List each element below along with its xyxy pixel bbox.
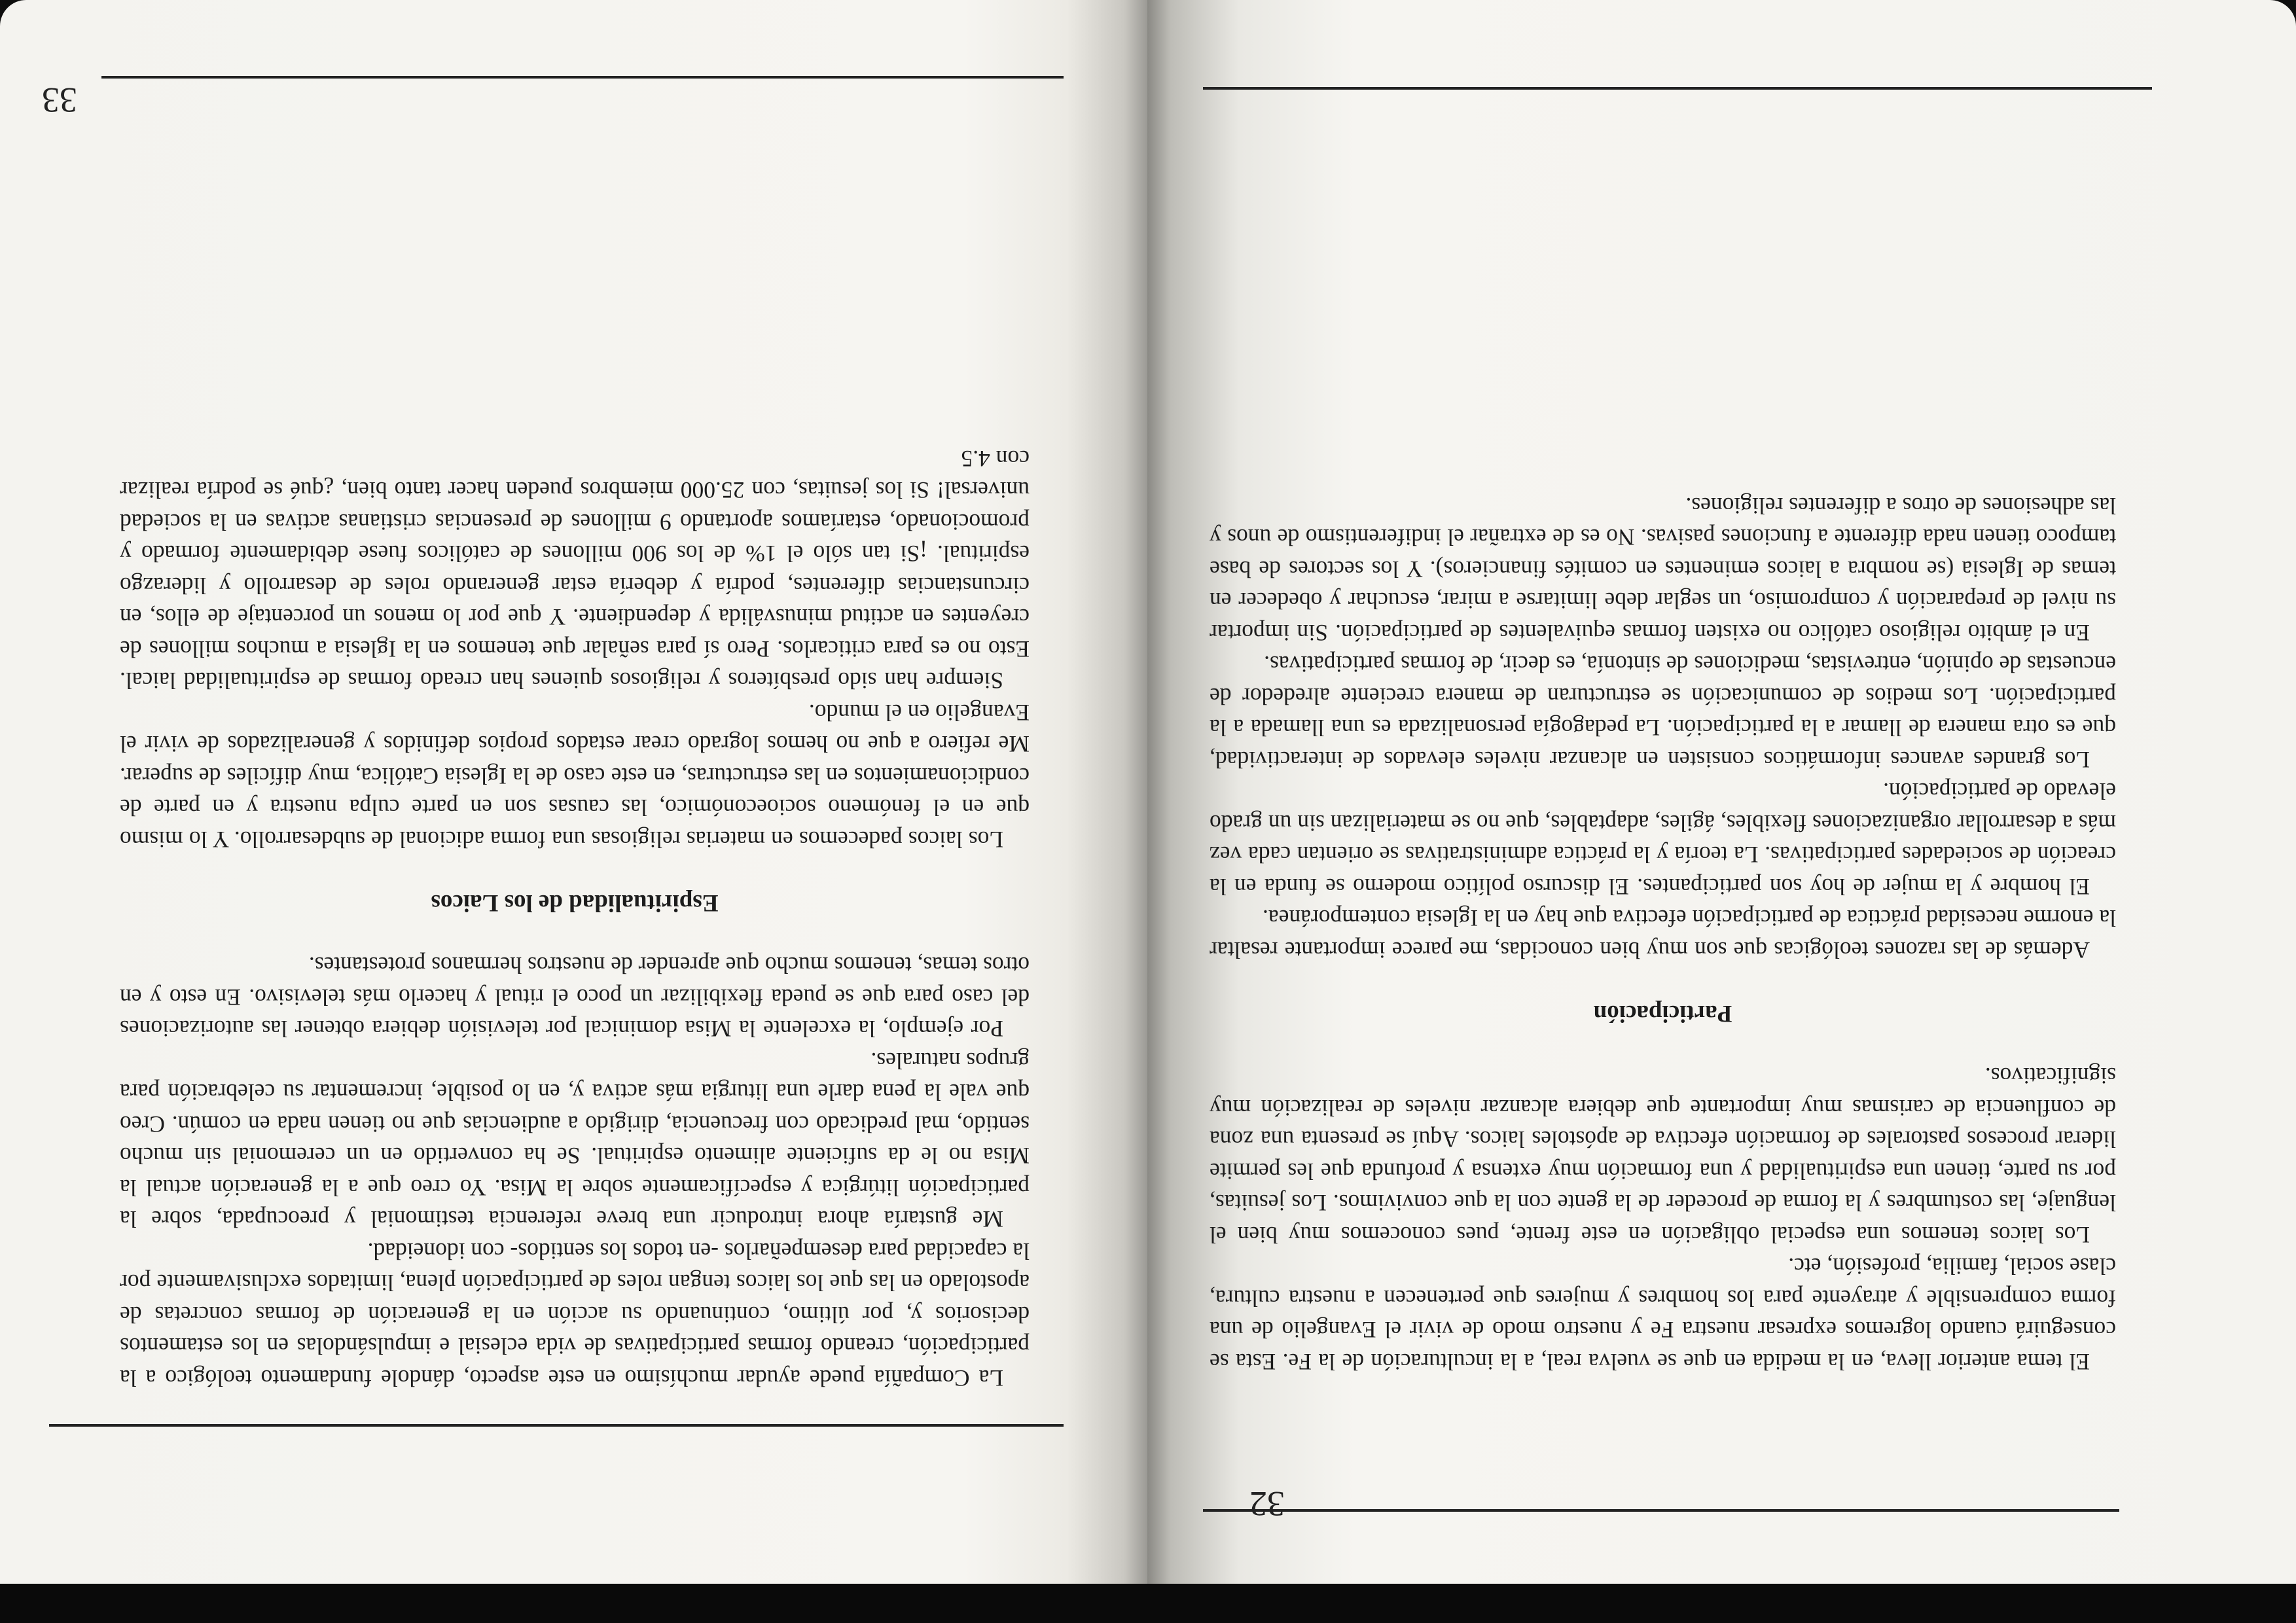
paragraph: Siempre han sido presbíteros y religiosos quienes han creado formas de espiritualidad laical. Esto no es para criticarlos. Pero sí para señalar que tenemos en la Iglesia a muchos millones de creyentes en actitud minusválida y dependiente. Y que por lo menos un porcentaje de ellos, en circunstancias diferentes, podría y debería estar generando roles de desarrollo y liderazgo espiritual. ¡Si tan sólo el 1% de los 900 millones de católicos fuese debidamente formado y promocionado, estaríamos aportando 9 millones de presencias cristianas activas en la sociedad universal! Si los jesuitas, con 25.000 miembros pueden hacer tanto bien, ¿qué se podría realizar con 4.5 — [120, 446, 1030, 694]
section-heading: Espiritualidad de los Laicos — [431, 889, 719, 916]
page-number: 32 — [1249, 1484, 1285, 1524]
paragraph: Los grandes avances informáticos consisten en alcanzar niveles elevados de interactividad, que es otra manera de llamar a la participación. La pedagogía personalizada es una llamada a la participación. Los medios de comunicación se estructuran de manera creciente alrededor de encuestas de opinión, entrevistas, mediciones de sintonía, es decir, de formas participativas. — [1210, 651, 2116, 773]
header-rule-bottom — [101, 76, 1064, 79]
book-page-32 — [1147, 0, 2296, 1584]
section-heading: Participación — [1593, 1000, 1732, 1027]
page-33-text — [120, 443, 1030, 1395]
paragraph: En el ámbito religioso católico no existen formas equivalentes de participación. Sin importar su nivel de preparación y compromiso, un seglar debe limitarse a mirar, escuchar y obedecer en temas de Iglesia (se nombra a laicos eminentes en comités financieros). Y los sectores de base tampoco tienen nada diferente a funciones pasivas. No es de extrañar el indiferentismo de unos y las adhesiones de otros a diferentes religiones. — [1210, 493, 2116, 646]
paragraph: Los laicos tenemos una especial obligación en este frente, pues conocemos muy bien el lenguaje, las costumbres y la forma de proceder de la gente con la que convivimos. Los jesuitas, por su parte, tienen una espiritualidad y una formación muy extensa y profunda que les permite liderar procesos pastorales de formación efectiva de apóstoles laicos. Aquí se presenta una zona de confluencia de carismas muy importante que debiera alcanzar niveles de realización muy significativos. — [1210, 1063, 2116, 1248]
paragraph: El hombre y la mujer de hoy son participantes. El discurso político moderno se funda en la creación de sociedades participativas. La teoría y la práctica administrativas se orientan cada vez más a desarrollar organizaciones flexibles, ágiles, adaptables, que no se materializan sin un grado elevado de participación. — [1210, 778, 2116, 900]
page-number: 33 — [42, 80, 77, 120]
paragraph: Por ejemplo, la excelente la Misa dominical por televisión debiera obtener las autorizaciones del caso para que se pueda flexibilizar un poco el ritual y hacerlo más televisivo. En esto y en otros temas, tenemos mucho que aprender de nuestros hermanos protestantes. — [120, 952, 1030, 1043]
book-page-33 — [0, 0, 1147, 1584]
page-32-text — [1210, 490, 2116, 1378]
paragraph: Me gustaría ahora introducir una breve referencia testimonial y preocupada, sobre la participación litúrgica y específicamente sobre la Misa. Yo creo que a la generación actual la Misa no le da suficiente alimento espiritual. Se ha convertido en un ceremonial sin mucho sentido, mal predicado con frecuencia, dirigido a audiencias que no tienen nada en común. Creo que vale la pena darle una liturgia más activa y, en lo posible, incrementar su celebración para grupos naturales. — [120, 1048, 1030, 1233]
paragraph: Los laicos padecemos en materias religiosas una forma adicional de subdesarrollo. Y lo mismo que en el fenómeno socioeconómico, las causas son en parte culpa nuestra y en parte de condicionamientos en las estructuras, en este caso de la Iglesia Católica, muy difíciles de superar. Me refiero a que no hemos logrado crear estados propios definidos y generalizados de vivir el Evangelio en el mundo. — [120, 700, 1030, 853]
header-rule-bottom — [1203, 87, 2152, 90]
header-rule-top — [49, 1424, 1064, 1427]
paragraph: El tema anterior lleva, en la medida en que se vuelva real, a la inculturación de la Fe. Esta se conseguirá cuando logremos expresar nuestra Fe y nuestro modo de vivir el Evangelio de una forma comprensible y atrayente para los hombres y mujeres que pertenecen a nuestra cultura, clase social, familia, profesión, etc. — [1210, 1253, 2116, 1375]
paragraph: La Compañía puede ayudar muchísimo en este aspecto, dándole fundamento teológico a la participación, creando formas participativas de vida eclesial e impulsándolas en los estamentos decisorios y, por último, continuando su acción en la generación de formas concretas de apostolado en las que los laicos tengan roles de participación plena, limitados exclusivamente por la capacidad para desempeñarlos -en todos los sentidos- con idoneidad. — [120, 1238, 1030, 1391]
paragraph: Además de las razones teológicas que son muy bien conocidas, me parece importante resaltar la enorme necesidad práctica de participación efectiva que hay en la Iglesia contemporánea. — [1210, 905, 2116, 963]
header-rule-top — [1203, 1509, 2119, 1512]
